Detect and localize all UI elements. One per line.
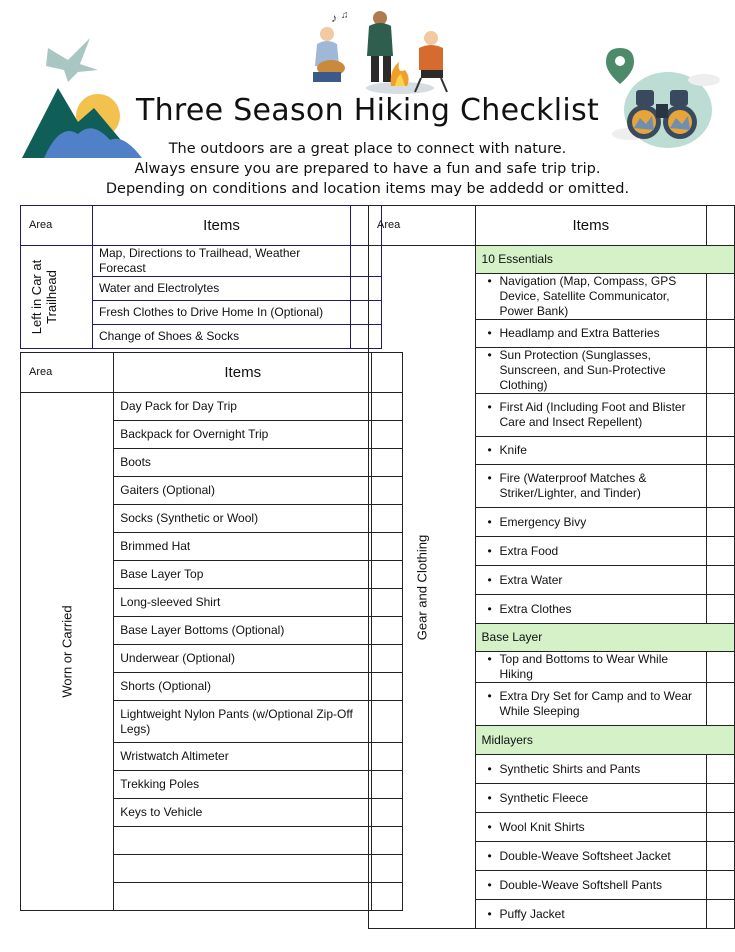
checklist-item: Water and Electrolytes <box>93 277 351 301</box>
checklist-item: • Double-Weave Softshell Pants <box>475 871 707 900</box>
checklist-item: Base Layer Top <box>114 561 372 589</box>
items-header: Items <box>93 206 351 246</box>
subtitle-line-1: The outdoors are a great place to connect with nature. <box>168 141 567 157</box>
checklist-item: Long-sleeved Shirt <box>114 589 372 617</box>
page-title: Three Season Hiking Checklist <box>135 93 600 128</box>
checklist-item: • Extra Dry Set for Camp and to Wear While Sleeping <box>475 683 707 726</box>
section-header-midlayers: Midlayers <box>475 726 734 755</box>
section-header-base-layer: Base Layer <box>475 624 734 652</box>
checklist-item: Map, Directions to Trailhead, Weather Forecast <box>93 246 351 277</box>
section-header-10-essentials: 10 Essentials <box>475 246 734 274</box>
checkbox[interactable] <box>707 508 735 537</box>
checklist-item: • Navigation (Map, Compass, GPS Device, Satellite Communicator, Power Bank) <box>475 274 707 320</box>
checklist-item: • Puffy Jacket <box>475 900 707 929</box>
checklist-item: • Fire (Waterproof Matches & Striker/Lighter, and Tinder) <box>475 465 707 508</box>
checkbox[interactable] <box>707 784 735 813</box>
checklist-item: Lightweight Nylon Pants (w/Optional Zip-Off Legs) <box>114 701 372 743</box>
checkbox[interactable] <box>707 274 735 320</box>
checklist-item: • Wool Knit Shirts <box>475 813 707 842</box>
checklist-item: Wristwatch Altimeter <box>114 743 372 771</box>
checkbox[interactable] <box>707 348 735 394</box>
checkbox[interactable] <box>707 871 735 900</box>
checkbox[interactable] <box>707 320 735 348</box>
checkbox[interactable] <box>707 537 735 566</box>
svg-text:♫: ♫ <box>341 10 349 21</box>
checklist-item: Backpack for Overnight Trip <box>114 421 372 449</box>
items-header: Items <box>114 353 372 393</box>
campfire-hikers-icon <box>305 4 455 96</box>
checkbox[interactable] <box>707 842 735 871</box>
checklist-item-empty <box>114 883 372 911</box>
checklist-item: Keys to Vehicle <box>114 799 372 827</box>
car-checklist-table <box>20 205 382 349</box>
checkbox[interactable] <box>707 683 735 726</box>
checkbox[interactable] <box>707 437 735 465</box>
subtitle-line-3: Depending on conditions and location items may be addedd or omitted. <box>105 181 630 197</box>
area-label: Worn or Carried <box>21 393 114 911</box>
area-header: Area <box>369 206 476 246</box>
checkbox[interactable] <box>707 394 735 437</box>
checkbox[interactable] <box>707 465 735 508</box>
checklist-item: • Synthetic Fleece <box>475 784 707 813</box>
svg-text:♪: ♪ <box>331 11 337 25</box>
checklist-item: Fresh Clothes to Drive Home In (Optional) <box>93 301 351 325</box>
checklist-item-empty <box>114 855 372 883</box>
checkbox[interactable] <box>707 595 735 624</box>
checklist-item: Base Layer Bottoms (Optional) <box>114 617 372 645</box>
checklist-item: • First Aid (Including Foot and Blister Care and Insect Repellent) <box>475 394 707 437</box>
area-label: Left in Car at Trailhead <box>21 246 93 349</box>
subtitle-line-2: Always ensure you are prepared to have a fun and safe trip trip. <box>134 161 601 177</box>
checklist-item: • Emergency Bivy <box>475 508 707 537</box>
checklist-item: • Knife <box>475 437 707 465</box>
checkbox[interactable] <box>707 652 735 683</box>
checklist-item: Underwear (Optional) <box>114 645 372 673</box>
checklist-item: Trekking Poles <box>114 771 372 799</box>
gear-clothing-table <box>368 205 735 929</box>
checkbox[interactable] <box>707 755 735 784</box>
checkbox[interactable] <box>707 813 735 842</box>
checklist-item: Day Pack for Day Trip <box>114 393 372 421</box>
checklist-item: • Synthetic Shirts and Pants <box>475 755 707 784</box>
checklist-item: • Sun Protection (Sunglasses, Sunscreen, and Sun-Protective Clothing) <box>475 348 707 394</box>
checklist-item: Boots <box>114 449 372 477</box>
area-label: Gear and Clothing <box>369 246 476 929</box>
checklist-item: • Extra Clothes <box>475 595 707 624</box>
checklist-item: Brimmed Hat <box>114 533 372 561</box>
area-header: Area <box>21 353 114 393</box>
checklist-item: Shorts (Optional) <box>114 673 372 701</box>
checkbox[interactable] <box>707 566 735 595</box>
area-header: Area <box>21 206 93 246</box>
checklist-item: Change of Shoes & Socks <box>93 325 351 349</box>
checklist-item: • Headlamp and Extra Batteries <box>475 320 707 348</box>
checklist-item-empty <box>114 827 372 855</box>
worn-carried-table <box>20 352 403 911</box>
checklist-item: • Double-Weave Softsheet Jacket <box>475 842 707 871</box>
checkbox[interactable] <box>707 206 735 246</box>
checklist-item: • Top and Bottoms to Wear While Hiking <box>475 652 707 683</box>
checklist-item: Gaiters (Optional) <box>114 477 372 505</box>
checklist-item: • Extra Water <box>475 566 707 595</box>
checklist-item: Socks (Synthetic or Wool) <box>114 505 372 533</box>
items-header: Items <box>475 206 707 246</box>
checkbox[interactable] <box>707 900 735 929</box>
checklist-item: • Extra Food <box>475 537 707 566</box>
